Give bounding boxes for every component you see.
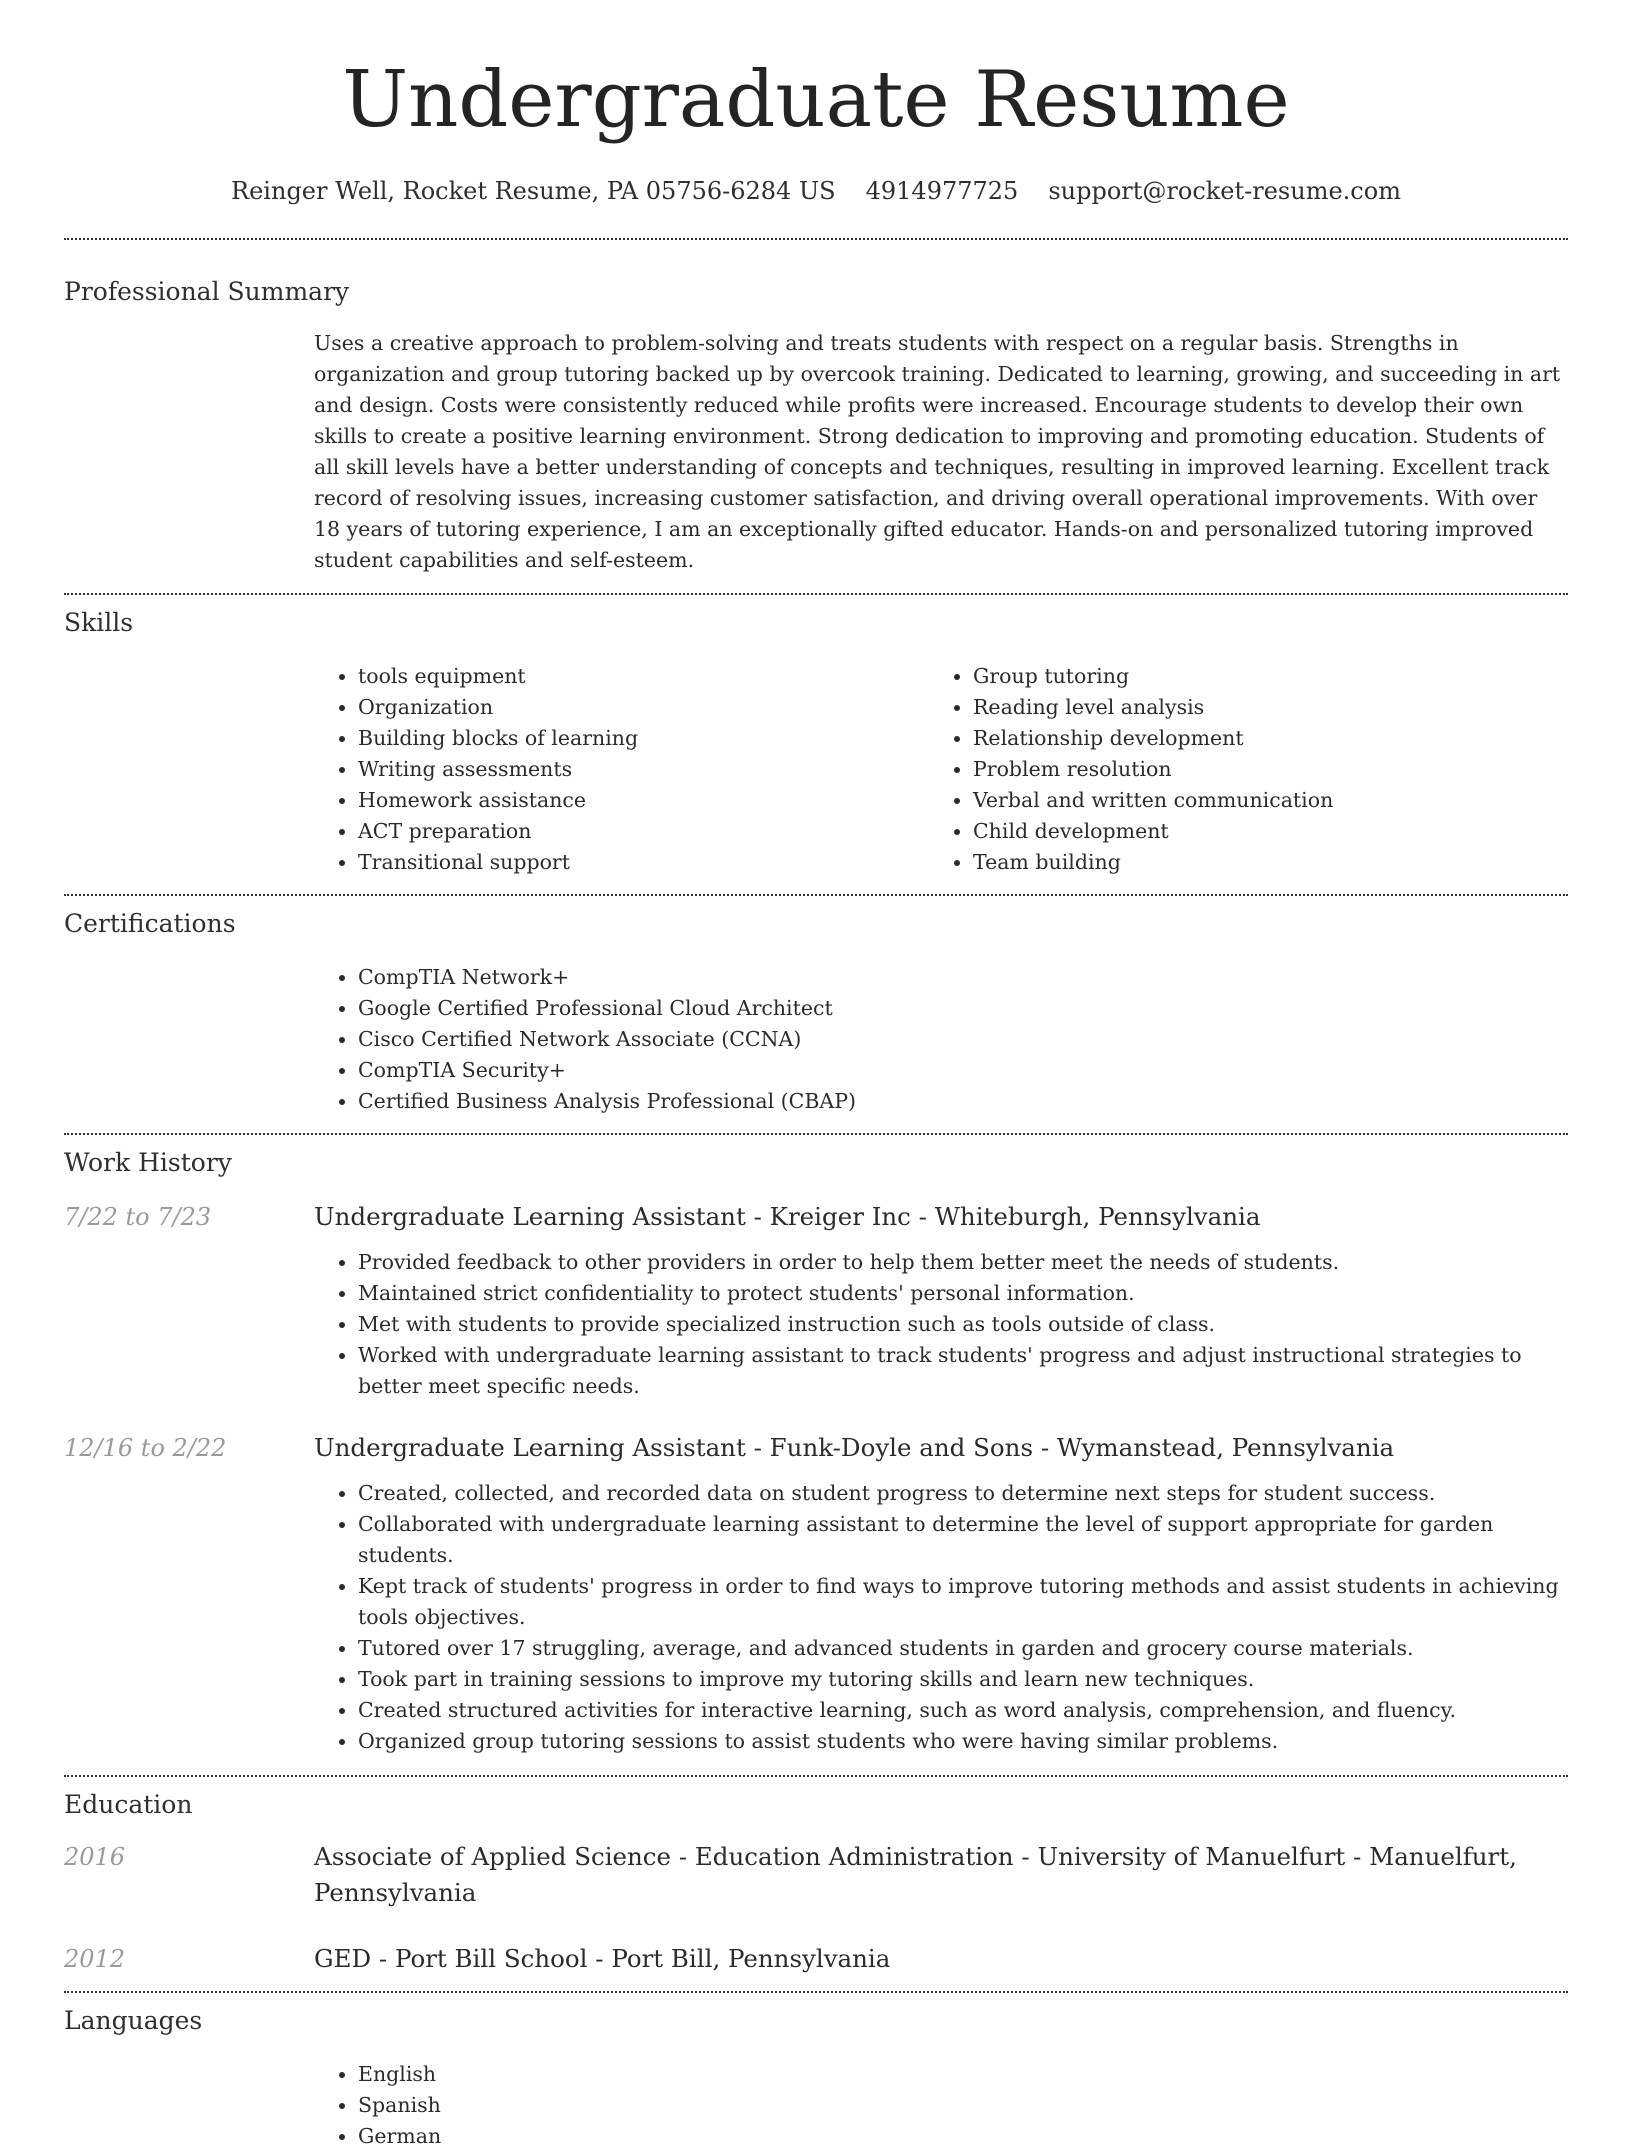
job-header: Undergraduate Learning Assistant - Kreiger Inc - Whiteburgh, Pennsylvania	[314, 1202, 1261, 1231]
job-entry	[64, 1430, 1568, 1757]
job-bullet: • Kept track of students' progress in order to find ways to improve tutoring methods and assist students in achieving tools objectives.	[358, 1571, 1568, 1633]
languages-list	[314, 2059, 1568, 2152]
job-dates: 7/22 to 7/23	[64, 1203, 212, 1231]
education-body	[314, 1839, 1568, 1911]
job-header: Undergraduate Learning Assistant - Funk-Doyle and Sons - Wymanstead, Pennsylvania	[314, 1433, 1395, 1462]
education-header: GED - Port Bill School - Port Bill, Pennsylvania	[314, 1944, 891, 1973]
education-section	[64, 1777, 1568, 1977]
job-bullet: • Collaborated with undergraduate learning assistant to determine the level of support appropriate for garden students.	[358, 1509, 1568, 1571]
job-dates: 12/16 to 2/22	[64, 1434, 227, 1462]
education-year: 2016	[64, 1843, 126, 1871]
job-body	[314, 1430, 1568, 1757]
skill-item: • Building blocks of learning	[358, 723, 929, 754]
job-bullet: • Created structured activities for interactive learning, such as word analysis, comprehension, and fluency.	[358, 1695, 1568, 1726]
job-bullet: • Created, collected, and recorded data on student progress to determine next steps for student success.	[358, 1478, 1568, 1509]
job-bullet: • Tutored over 17 struggling, average, and advanced students in garden and grocery course materials.	[358, 1633, 1568, 1664]
skill-item: • Verbal and written communication	[973, 785, 1544, 816]
skill-item: • Problem resolution	[973, 754, 1544, 785]
education-field: Education Administration	[694, 1842, 1014, 1871]
certifications-content	[314, 962, 1568, 1117]
resume-header	[0, 0, 1632, 206]
work-section	[64, 1135, 1568, 1757]
languages-heading: Languages	[64, 2006, 203, 2035]
job-body	[314, 1199, 1568, 1402]
education-location: Manuelfurt, Pennsylvania	[314, 1842, 1517, 1907]
certification-item: • Certified Business Analysis Professional (CBAP)	[358, 1086, 1568, 1117]
work-heading: Work History	[64, 1148, 232, 1177]
skills-list-right	[929, 661, 1544, 878]
education-header: Associate of Applied Science - Education Administration - University of Manuelfurt - Manuelfurt, Pennsylvania	[314, 1842, 1517, 1907]
skill-item: • Organization	[358, 692, 929, 723]
skills-list-left	[314, 661, 929, 878]
job-bullet: • Worked with undergraduate learning assistant to track students' progress and adjust instructional strategies to better meet specific needs.	[358, 1340, 1568, 1402]
skills-section	[64, 595, 1568, 878]
education-body	[314, 1941, 1568, 1977]
language-item: • German	[358, 2121, 1568, 2152]
job-title: Undergraduate Learning Assistant	[314, 1202, 746, 1231]
job-bullet: • Met with students to provide specialized instruction such as tools outside of class.	[358, 1309, 1568, 1340]
skill-item: • ACT preparation	[358, 816, 929, 847]
language-item: • Spanish	[358, 2090, 1568, 2121]
skill-item: • Relationship development	[973, 723, 1544, 754]
contact-email[interactable]: support@rocket-resume.com	[1048, 177, 1401, 205]
education-year: 2012	[64, 1945, 126, 1973]
education-entry	[64, 1941, 1568, 1977]
skill-item: • Writing assessments	[358, 754, 929, 785]
certifications-section	[64, 896, 1568, 1117]
certification-item: • Cisco Certified Network Associate (CCNA)	[358, 1024, 1568, 1055]
skills-heading: Skills	[64, 608, 134, 637]
education-entry	[64, 1839, 1568, 1911]
education-degree: Associate of Applied Science	[314, 1842, 672, 1871]
job-location: Wymanstead, Pennsylvania	[1056, 1433, 1395, 1462]
job-bullet: • Maintained strict confidentiality to protect students' personal information.	[358, 1278, 1568, 1309]
skill-item: • Homework assistance	[358, 785, 929, 816]
contact-line	[0, 176, 1632, 206]
skill-item: • Group tutoring	[973, 661, 1544, 692]
certifications-heading: Certifications	[64, 909, 236, 938]
education-location: Port Bill, Pennsylvania	[611, 1944, 891, 1973]
summary-content	[314, 328, 1568, 576]
job-company: Funk-Doyle and Sons	[769, 1433, 1034, 1462]
skills-columns	[314, 661, 1568, 878]
job-bullets	[314, 1247, 1568, 1402]
summary-heading: Professional Summary	[64, 277, 350, 306]
certification-item: • CompTIA Security+	[358, 1055, 1568, 1086]
education-school: University of Manuelfurt	[1037, 1842, 1346, 1871]
certification-item: • Google Certified Professional Cloud Architect	[358, 993, 1568, 1024]
education-degree: GED	[314, 1944, 372, 1973]
job-bullets	[314, 1478, 1568, 1757]
skill-item: • Reading level analysis	[973, 692, 1544, 723]
contact-address: Reinger Well, Rocket Resume, PA 05756-6284 US	[231, 177, 836, 205]
skill-item: • Team building	[973, 847, 1544, 878]
summary-text: Uses a creative approach to problem-solving and treats students with respect on a regular basis. Strengths in organization and group tutoring backed up by overcook training. Dedicated to learning, growing, and succeeding in art and design. Costs were consistently reduced while profits were increased. Encourage students to develop their own skills to create a positive learning environment. Strong dedication to improving and promoting education. Students of all skill levels have a better understanding of concepts and techniques, resulting in improved learning. Excellent track record of resolving issues, increasing customer satisfaction, and driving overall operational improvements. With over 18 years of tutoring experience, I am an exceptionally gifted educator. Hands-on and personalized tutoring improved student capabilities and self-esteem.	[314, 331, 1561, 572]
languages-content	[314, 2059, 1568, 2152]
contact-phone: 4914977725	[865, 177, 1019, 205]
skill-item: • tools equipment	[358, 661, 929, 692]
job-title: Undergraduate Learning Assistant	[314, 1433, 746, 1462]
job-bullet: • Organized group tutoring sessions to assist students who were having similar problems.	[358, 1726, 1568, 1757]
certification-item: • CompTIA Network+	[358, 962, 1568, 993]
job-entry	[64, 1199, 1568, 1402]
skill-item: • Child development	[973, 816, 1544, 847]
certifications-list	[314, 962, 1568, 1117]
languages-section	[64, 1993, 1568, 2152]
job-company: Kreiger Inc	[769, 1202, 911, 1231]
job-bullet: • Took part in training sessions to improve my tutoring skills and learn new techniques.	[358, 1664, 1568, 1695]
language-item: • English	[358, 2059, 1568, 2090]
summary-section	[64, 240, 1568, 576]
education-school: Port Bill School	[394, 1944, 588, 1973]
job-bullet: • Provided feedback to other providers in order to help them better meet the needs of students.	[358, 1247, 1568, 1278]
education-heading: Education	[64, 1790, 193, 1819]
page-title: Undergraduate Resume	[342, 55, 1290, 145]
skill-item: • Transitional support	[358, 847, 929, 878]
job-location: Whiteburgh, Pennsylvania	[934, 1202, 1261, 1231]
